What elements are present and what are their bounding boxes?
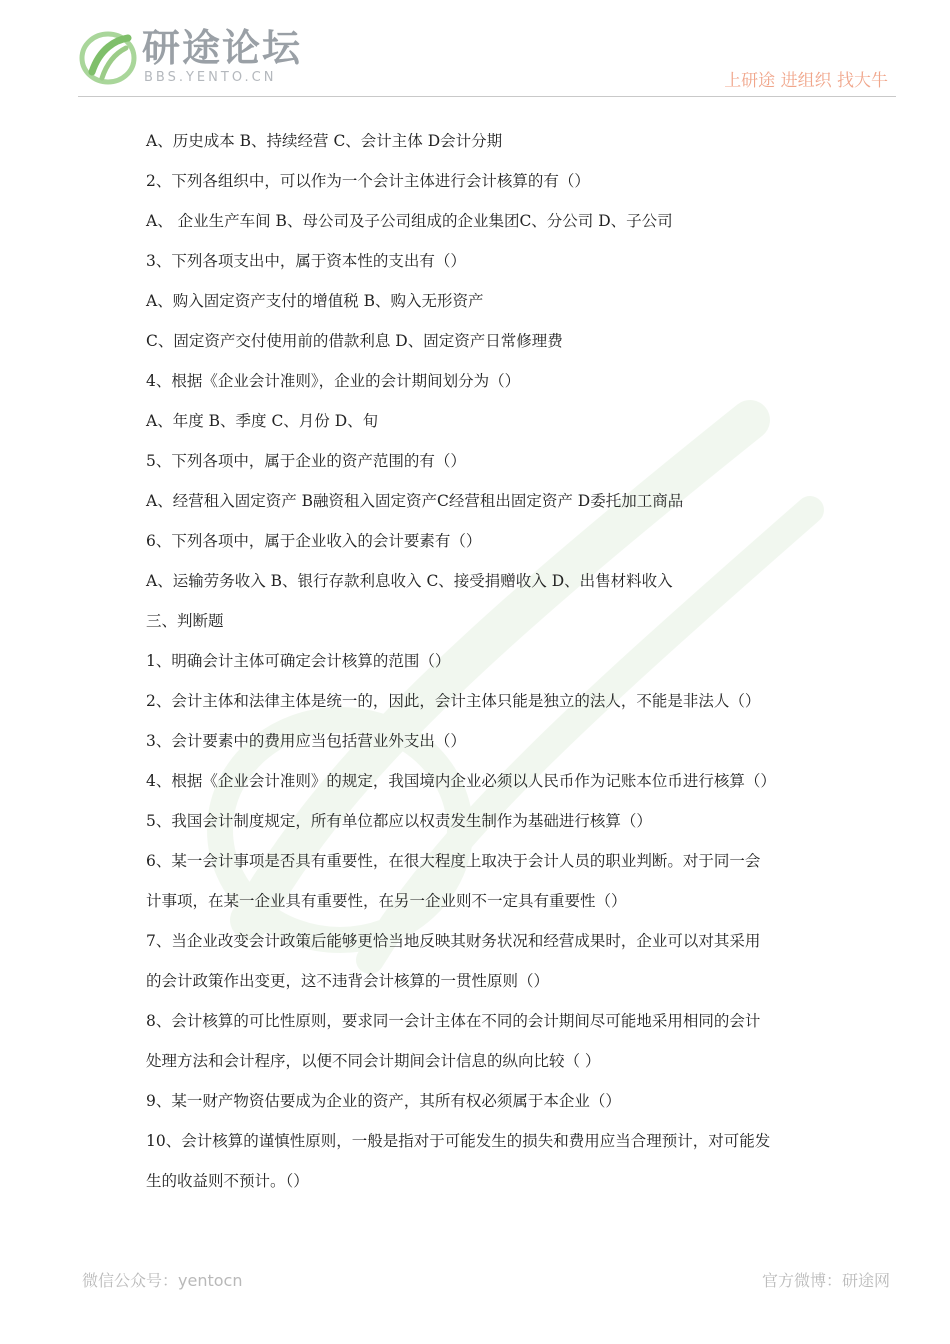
question-line: 6、下列各项中，属于企业收入的会计要素有（） [146, 532, 482, 550]
logo-url: BBS.YENTO.CN [144, 70, 277, 85]
question-line: 5、下列各项中，属于企业的资产范围的有（） [146, 452, 466, 470]
question-line: 5、我国会计制度规定，所有单位都应以权责发生制作为基础进行核算（） [146, 812, 652, 830]
header-slogan: 上研途 进组织 找大牛 [724, 71, 888, 91]
question-line: 1、明确会计主体可确定会计核算的范围（） [146, 652, 451, 670]
question-line: 3、会计要素中的费用应当包括营业外支出（） [146, 732, 466, 750]
page-header [0, 0, 950, 100]
question-line: 7、当企业改变会计政策后能够更恰当地反映其财务状况和经营成果时，企业可以对其采用 [146, 932, 761, 950]
section-heading: 三、判断题 [146, 612, 224, 630]
options-line: A、运输劳务收入 B、银行存款利息收入 C、接受捐赠收入 D、出售材料收入 [146, 572, 673, 590]
options-line: A、 企业生产车间 B、母公司及子公司组成的企业集团C、分公司 D、子公司 [146, 212, 673, 230]
logo-mark-icon [78, 28, 138, 86]
question-line: 4、根据《企业会计准则》，企业的会计期间划分为（） [146, 372, 521, 390]
question-line: 6、某一会计事项是否具有重要性，在很大程度上取决于会计人员的职业判断。对于同一会 [146, 852, 761, 870]
question-line: 3、下列各项支出中，属于资本性的支出有（） [146, 252, 466, 270]
question-line-cont: 计事项，在某一企业具有重要性，在另一企业则不一定具有重要性（） [146, 892, 627, 910]
question-line: 2、下列各组织中，可以作为一个会计主体进行会计核算的有（） [146, 172, 590, 190]
question-line-cont: 处理方法和会计程序，以便不同会计期间会计信息的纵向比较（ ） [146, 1052, 601, 1070]
page-footer [0, 1264, 950, 1300]
text-line: A、历史成本 B、持续经营 C、会计主体 D会计分期 [146, 132, 503, 150]
question-line: 9、某一财产物资估要成为企业的资产，其所有权必须属于本企业（） [146, 1092, 621, 1110]
question-line: 4、根据《企业会计准则》的规定，我国境内企业必须以人民币作为记账本位币进行核算（） [146, 772, 776, 790]
question-line-cont: 生的收益则不预计。（） [146, 1172, 309, 1190]
question-line: 2、会计主体和法律主体是统一的，因此，会计主体只能是独立的法人，不能是非法人（） [146, 692, 761, 710]
site-logo[interactable] [78, 24, 338, 90]
header-divider [78, 96, 896, 97]
options-line: A、经营租入固定资产 B融资租入固定资产C经营租出固定资产 D委托加工商品 [146, 492, 684, 510]
footer-wechat: 微信公众号：yentocn [82, 1271, 243, 1290]
footer-weibo: 官方微博：研途网 [761, 1271, 890, 1290]
options-line: C、固定资产交付使用前的借款利息 D、固定资产日常修理费 [146, 332, 563, 350]
logo-name: 研途论坛 [142, 26, 303, 70]
options-line: A、购入固定资产支付的增值税 B、购入无形资产 [146, 292, 484, 310]
document-body [146, 121, 826, 1201]
question-line-cont: 的会计政策作出变更，这不违背会计核算的一贯性原则（） [146, 972, 550, 990]
question-line: 10、会计核算的谨慎性原则，一般是指对于可能发生的损失和费用应当合理预计，对可能发 [146, 1132, 771, 1150]
options-line: A、年度 B、季度 C、月份 D、旬 [146, 412, 379, 430]
question-line: 8、会计核算的可比性原则，要求同一会计主体在不同的会计期间尽可能地采用相同的会计 [146, 1012, 761, 1030]
